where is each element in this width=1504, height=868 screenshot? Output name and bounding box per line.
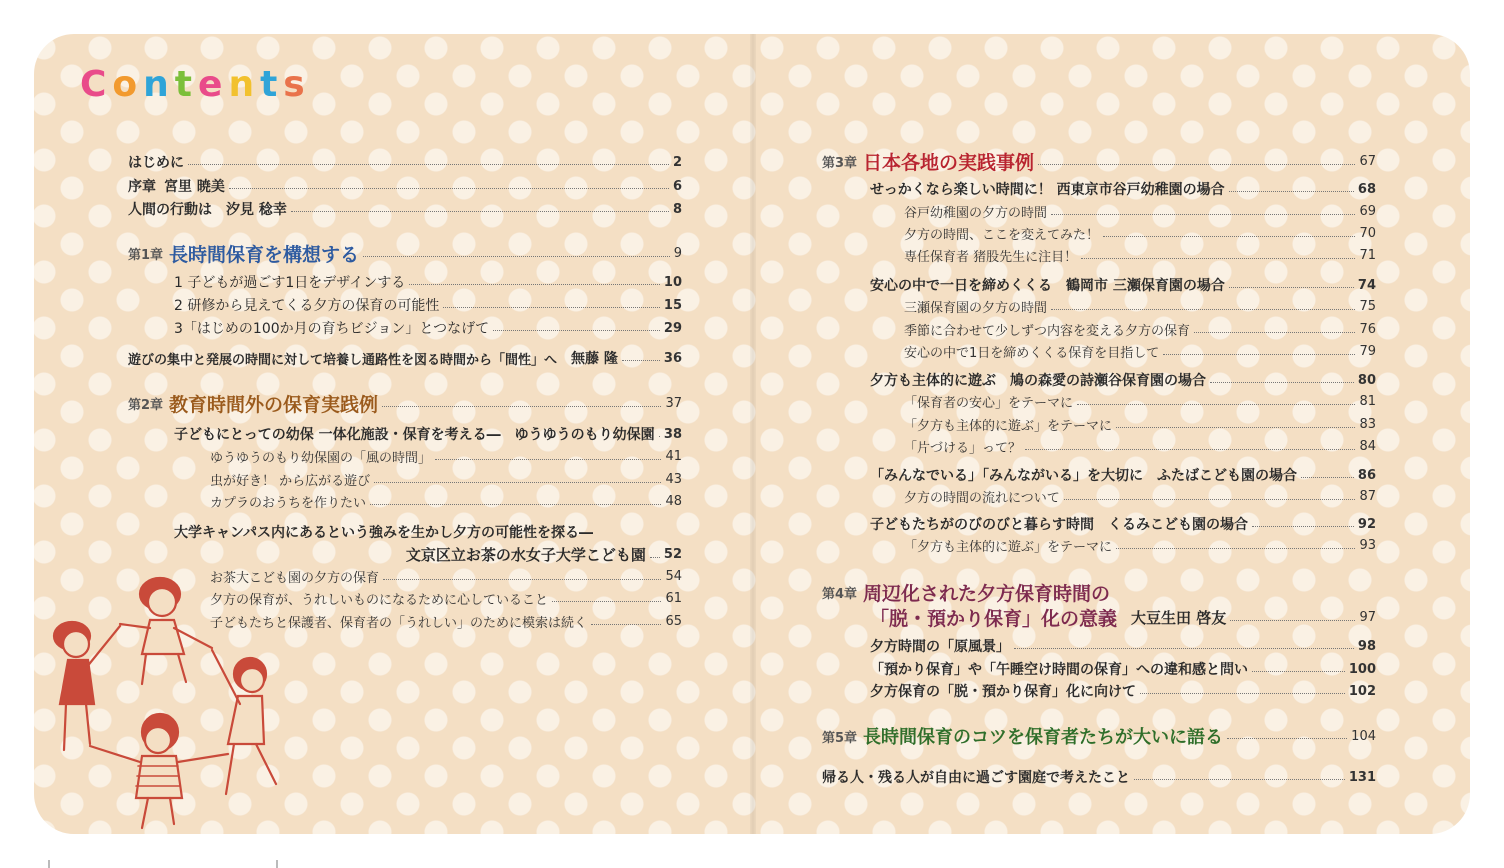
- entry-label: 谷戸幼稚園の夕方の時間: [904, 206, 1048, 221]
- title-letter: e: [198, 64, 229, 105]
- entry-label: 安心の中で1日を締めくくる保育を目指して: [904, 346, 1160, 361]
- entry-label: カプラのおうちを作りたい: [210, 496, 367, 511]
- leader-dots: [1163, 353, 1355, 355]
- page-number: 10: [663, 274, 682, 290]
- leader-dots: [1134, 778, 1345, 780]
- crop-mark: [276, 860, 278, 868]
- entry-label: 夕方の保育が、うれしいものになるために心していること: [210, 593, 549, 608]
- page-number: 2: [672, 154, 682, 170]
- toc-entry[interactable]: [870, 465, 1376, 485]
- page-number: 52: [663, 547, 682, 562]
- page-number: 36: [663, 350, 682, 366]
- entry-label: 「片づける」って？: [904, 441, 1022, 456]
- entry-label: お茶大こども園の夕方の保育: [210, 571, 380, 586]
- entry-label: 季節に合わせて少しずつ内容を変える夕方の保育: [904, 324, 1191, 339]
- chapter-title-continued: 「脱・預かり保育」化の意義: [870, 608, 1118, 630]
- leader-dots: [291, 210, 669, 212]
- leader-dots: [622, 359, 660, 361]
- page-number: 104: [1351, 728, 1376, 744]
- leader-dots: [1051, 308, 1355, 310]
- toc-subentry[interactable]: [904, 536, 1376, 555]
- toc-entry[interactable]: [870, 275, 1376, 295]
- leader-dots: [650, 556, 660, 558]
- title-letter: n: [143, 64, 175, 105]
- leader-dots: [363, 255, 670, 257]
- leader-dots: [1301, 476, 1354, 478]
- chapter-3-heading[interactable]: [822, 148, 1376, 175]
- leader-dots: [1064, 498, 1356, 500]
- toc-subentry[interactable]: [904, 297, 1376, 316]
- chapter-1-heading[interactable]: [128, 240, 682, 267]
- leader-dots: [591, 623, 661, 625]
- leader-dots: [552, 600, 661, 602]
- entry-label: 「夕方も主体的に遊ぶ」をテーマに: [904, 540, 1113, 555]
- page-number: 67: [1359, 154, 1376, 169]
- page-number: 97: [1359, 610, 1376, 625]
- page-number: 75: [1359, 299, 1376, 314]
- entry-author: ゆうゆうのもり幼保園: [514, 427, 655, 443]
- page-number: 71: [1359, 248, 1376, 263]
- toc-entry-closing[interactable]: [822, 767, 1376, 787]
- toc-entry-prologue[interactable]: [128, 176, 682, 196]
- chapter-4-heading-line2[interactable]: [870, 604, 1376, 631]
- page-number: 37: [665, 396, 682, 411]
- entry-label: 3「はじめの100か月の育ちビジョン」とつなげて: [174, 321, 490, 337]
- page-number: 9: [673, 246, 682, 261]
- page-number: 131: [1348, 769, 1376, 785]
- entry-label: ゆうゆうのもり幼保園の「風の時間」: [210, 451, 432, 466]
- toc-subentry[interactable]: [904, 342, 1376, 361]
- title-letter: o: [112, 64, 144, 105]
- toc-subentry[interactable]: [210, 447, 682, 466]
- page-number: 68: [1357, 181, 1376, 197]
- chapter-4-heading-line1[interactable]: [822, 579, 1376, 606]
- page-number: 74: [1357, 277, 1376, 293]
- entry-label: 専任保育者 猪股先生に注目！: [904, 250, 1078, 265]
- page-number: 70: [1359, 226, 1376, 241]
- chapter-5-heading[interactable]: [822, 723, 1376, 749]
- leader-dots: [188, 163, 669, 165]
- toc-subentry[interactable]: [210, 492, 682, 511]
- chapter-number: 第5章: [822, 730, 858, 746]
- page-number: 84: [1359, 439, 1376, 454]
- page-number: 80: [1357, 372, 1376, 388]
- page-number: 86: [1357, 467, 1376, 483]
- page-number: 15: [663, 297, 682, 313]
- chapter-number: 第4章: [822, 587, 858, 602]
- chapter-number: 第1章: [128, 248, 164, 263]
- leader-dots: [435, 458, 661, 460]
- toc-subentry[interactable]: [904, 437, 1376, 456]
- entry-author: 文京区立お茶の水女子大学こども園: [405, 546, 646, 564]
- page-number: 65: [665, 614, 682, 629]
- contents-spread: [34, 34, 1470, 834]
- toc-entry-human-behavior[interactable]: [128, 199, 682, 219]
- page-number: 48: [665, 494, 682, 509]
- chapter-number: 第2章: [128, 398, 164, 413]
- entry-author: 大豆生田 啓友: [1131, 609, 1227, 627]
- leader-dots: [1077, 403, 1355, 405]
- entry-label: 帰る人・残る人が自由に過ごす園庭で考えたこと: [822, 770, 1130, 786]
- page-number: 92: [1357, 516, 1376, 532]
- page-number: 38: [663, 426, 682, 442]
- toc-entry-line1[interactable]: [174, 522, 682, 542]
- contents-title: [80, 64, 311, 105]
- title-letter: t: [174, 64, 199, 105]
- leader-dots: [1229, 286, 1354, 288]
- toc-entry[interactable]: [870, 179, 1376, 199]
- leader-dots: [1116, 426, 1355, 428]
- toc-subentry[interactable]: [904, 224, 1376, 243]
- toc-entry[interactable]: [870, 659, 1376, 679]
- toc-entry[interactable]: [174, 272, 682, 292]
- crop-mark: [48, 860, 50, 868]
- page-number: 93: [1359, 538, 1376, 553]
- page-number: 87: [1359, 489, 1376, 504]
- page-number: 41: [665, 449, 682, 464]
- leader-dots: [659, 435, 660, 437]
- entry-label: 「みんなでいる」「みんながいる」を大切に ふたばこども園の場合: [870, 468, 1297, 484]
- toc-entry[interactable]: [174, 318, 682, 338]
- page-number: 29: [663, 320, 682, 336]
- entry-label: 序章: [128, 179, 156, 195]
- leader-dots: [383, 578, 661, 580]
- leader-dots: [443, 306, 660, 308]
- entry-label: 遊びの集中と発展の時間に対して培養し通路性を図る時間から「間性」へ: [128, 352, 558, 368]
- toc-entry-intro[interactable]: [128, 152, 682, 172]
- entry-label: 虫が好き！ から広がる遊び: [210, 474, 371, 489]
- leader-dots: [1051, 213, 1355, 215]
- entry-label: 夕方の時間、ここを変えてみた！: [904, 228, 1100, 243]
- toc-entry[interactable]: [174, 424, 682, 444]
- page-number: 76: [1359, 322, 1376, 337]
- chapter-number: 第3章: [822, 156, 858, 171]
- leader-dots: [1081, 257, 1355, 259]
- leader-dots: [1210, 381, 1354, 383]
- leader-dots: [1252, 525, 1354, 527]
- leader-dots: [374, 481, 661, 483]
- title-letter: s: [283, 64, 311, 105]
- entry-label: 子どもたちと保護者、保育者の「うれしい」のために模索は続く: [210, 616, 588, 631]
- page-number: 8: [672, 201, 682, 217]
- leader-dots: [1230, 619, 1355, 621]
- entry-label: 人間の行動は: [128, 202, 212, 218]
- toc-entry-line2[interactable]: [174, 544, 682, 565]
- chapter-title: 教育時間外の保育実践例: [169, 394, 379, 416]
- leader-dots: [1116, 547, 1355, 549]
- entry-label: 子どもたちがのびのびと暮らす時間 くるみこども園の場合: [870, 517, 1248, 533]
- chapter-title: 長時間保育のコツを保育者たちが大いに語る: [863, 727, 1224, 748]
- entry-label: 三瀬保育園の夕方の時間: [904, 301, 1048, 316]
- page-number: 81: [1359, 394, 1376, 409]
- entry-author: 汐見 稔幸: [226, 202, 287, 218]
- toc-subentry[interactable]: [904, 320, 1376, 339]
- toc-entry[interactable]: [870, 370, 1376, 390]
- page-number: 100: [1348, 661, 1376, 677]
- title-letter: t: [260, 64, 284, 105]
- toc-subentry[interactable]: [904, 487, 1376, 506]
- leader-dots: [1194, 331, 1355, 333]
- entry-label: 1 子どもが過ごす1日をデザインする: [174, 275, 406, 291]
- leader-dots: [1025, 448, 1355, 450]
- leader-dots: [229, 187, 669, 189]
- toc-entry-essay[interactable]: [128, 348, 682, 368]
- toc-subentry[interactable]: [210, 470, 682, 489]
- leader-dots: [382, 405, 661, 407]
- toc-subentry[interactable]: [904, 202, 1376, 221]
- entry-label: せっかくなら楽しい時間に！ 西東京市谷戸幼稚園の場合: [870, 182, 1225, 198]
- page-number: 102: [1348, 683, 1376, 699]
- leader-dots: [370, 503, 661, 505]
- page-number: 79: [1359, 344, 1376, 359]
- entry-author: 宮里 暁美: [164, 179, 225, 195]
- title-letter: n: [228, 64, 261, 105]
- entry-label: 「預かり保育」や「午睡空け時間の保育」への違和感と問い: [870, 662, 1248, 678]
- leader-dots: [1103, 235, 1355, 237]
- toc-subentry[interactable]: [904, 415, 1376, 434]
- page-number: 98: [1357, 638, 1376, 654]
- entry-label: 夕方時間の「原風景」: [870, 639, 1010, 655]
- children-playing-ring-illustration: [50, 574, 300, 834]
- entry-label: 大学キャンパス内にあるという強みを生かし夕方の可能性を探る―: [174, 525, 594, 541]
- entry-label: 夕方保育の「脱・預かり保育」化に向けて: [870, 684, 1136, 700]
- page-gutter: [750, 34, 756, 834]
- chapter-title: 長時間保育を構想する: [169, 244, 360, 266]
- leader-dots: [409, 283, 660, 285]
- page-number: 43: [665, 472, 682, 487]
- leader-dots: [493, 329, 660, 331]
- toc-entry[interactable]: [870, 514, 1376, 534]
- toc-subentry[interactable]: [904, 246, 1376, 265]
- page-number: 61: [665, 591, 682, 606]
- leader-dots: [1014, 647, 1354, 649]
- page-number: 54: [665, 569, 682, 584]
- entry-label: 安心の中で一日を締めくくる 鶴岡市 三瀬保育園の場合: [870, 278, 1225, 294]
- toc-subentry[interactable]: [904, 392, 1376, 411]
- chapter-2-heading[interactable]: [128, 390, 682, 417]
- entry-label: はじめに: [128, 155, 184, 171]
- page-number: 6: [672, 178, 682, 194]
- leader-dots: [1227, 737, 1347, 739]
- toc-entry[interactable]: [870, 636, 1376, 656]
- entry-label: 子どもにとっての幼保 一体化施設・保育を考える―: [174, 427, 501, 443]
- leader-dots: [1229, 190, 1354, 192]
- entry-label: 夕方の時間の流れについて: [904, 491, 1060, 506]
- page-number: 83: [1359, 417, 1376, 432]
- entry-label: 2 研修から見えてくる夕方の保育の可能性: [174, 298, 440, 314]
- entry-label: 夕方も主体的に遊ぶ 鳩の森愛の詩瀬谷保育園の場合: [870, 373, 1206, 389]
- leader-dots: [1038, 163, 1355, 165]
- entry-author: 無藤 隆: [571, 351, 618, 367]
- leader-dots: [1252, 670, 1345, 672]
- chapter-title: 周辺化された夕方保育時間の: [863, 583, 1111, 605]
- leader-dots: [1140, 692, 1345, 694]
- toc-entry[interactable]: [870, 681, 1376, 701]
- page-number: 69: [1359, 204, 1376, 219]
- entry-label: 「保育者の安心」をテーマに: [904, 396, 1074, 411]
- chapter-title: 日本各地の実践事例: [863, 152, 1035, 174]
- title-letter: C: [80, 64, 113, 105]
- toc-entry[interactable]: [174, 295, 682, 315]
- entry-label: 「夕方も主体的に遊ぶ」をテーマに: [904, 419, 1113, 434]
